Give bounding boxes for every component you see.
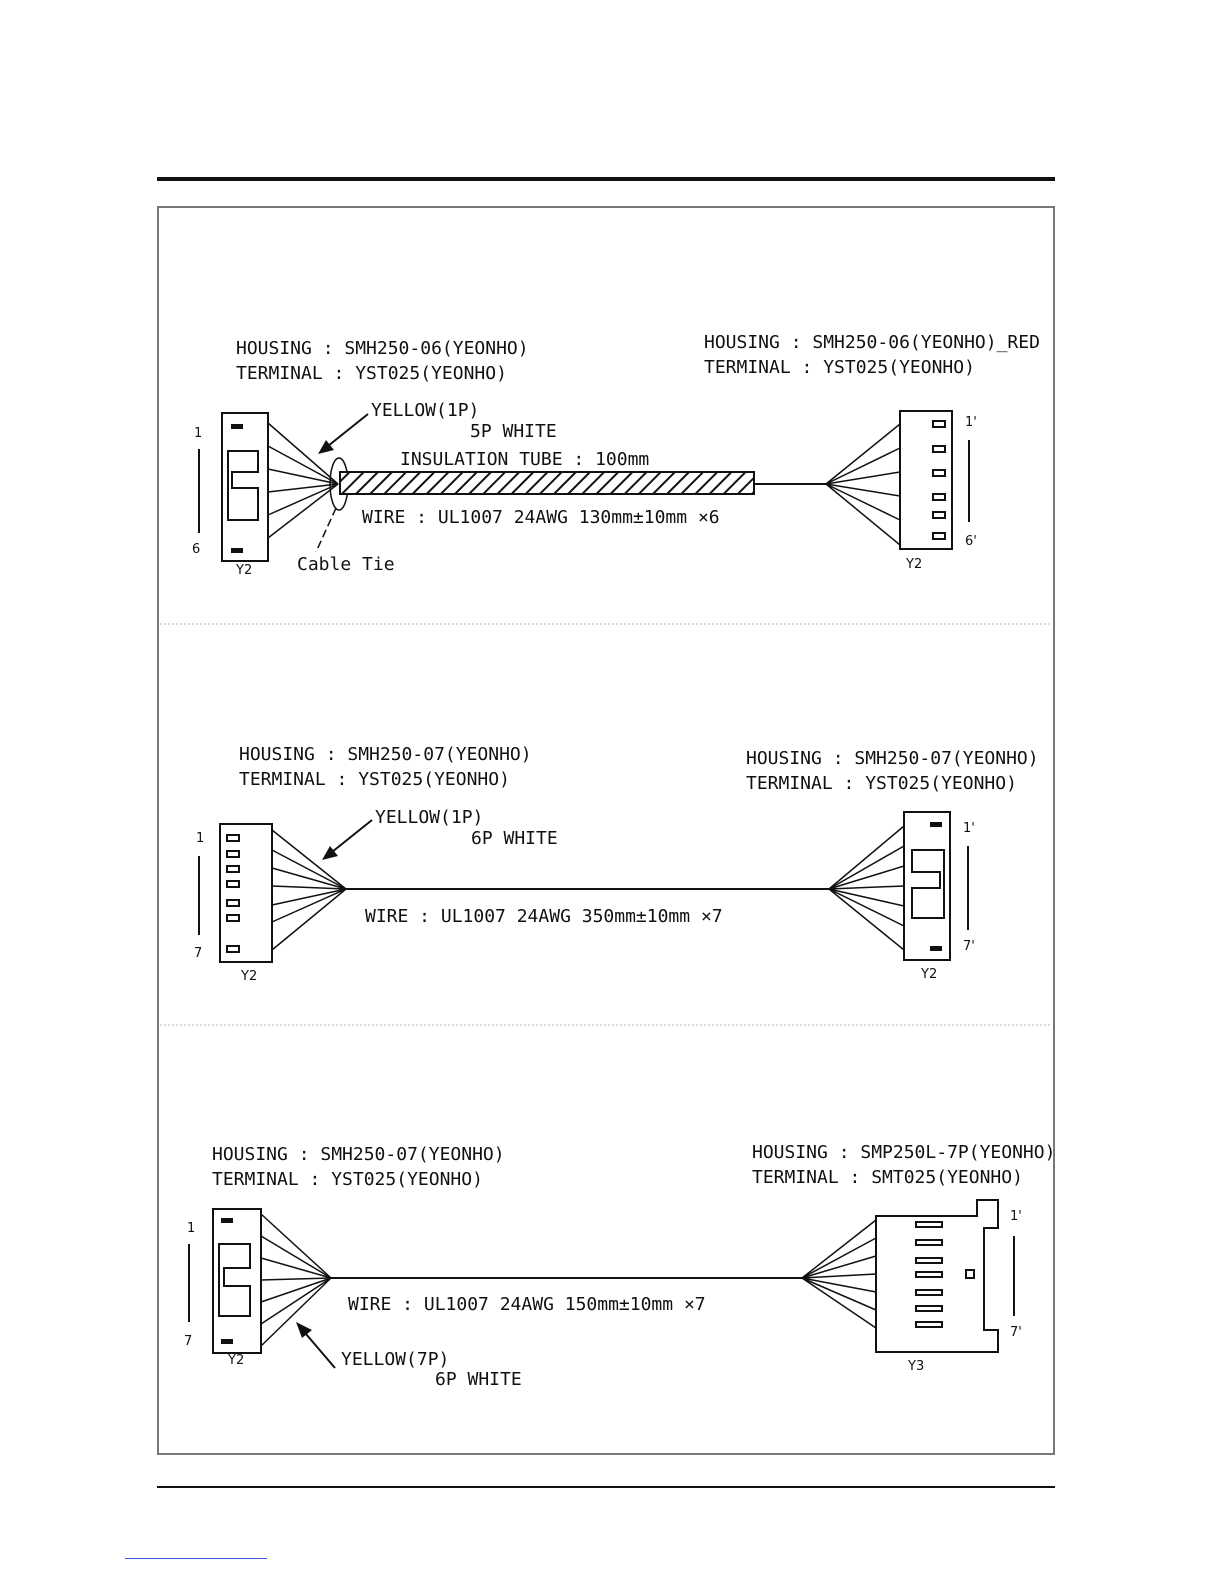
left-connector: [213, 1209, 261, 1353]
right-connector: [900, 411, 952, 549]
wire-spec-label: WIRE : UL1007 24AWG 150mm±10mm ×7: [348, 1294, 706, 1315]
pin-label-top: 1': [965, 415, 977, 430]
footer-link-underline[interactable]: [125, 1558, 267, 1559]
connector-code: Y2: [228, 1353, 245, 1368]
left-terminal-label: TERMINAL : YST025(YEONHO): [236, 363, 507, 384]
insulation-tube: [340, 472, 754, 494]
connector-code: Y3: [908, 1359, 925, 1374]
left-housing-label: HOUSING : SMH250-07(YEONHO): [212, 1144, 505, 1165]
pin-label-bottom: 7: [184, 1334, 193, 1349]
pin-label-bottom: 6': [965, 534, 977, 549]
yellow-wire-label: YELLOW(7P): [341, 1349, 450, 1370]
pin-label-top: 1: [194, 426, 203, 441]
left-wire-fan: [272, 830, 346, 950]
white-wire-label: 6P WHITE: [435, 1369, 522, 1390]
wire-spec-label: WIRE : UL1007 24AWG 350mm±10mm ×7: [365, 906, 723, 927]
pin-label-top: 1': [963, 821, 975, 836]
header-rule: [157, 177, 1055, 181]
arrow-head-icon: [296, 1322, 312, 1338]
right-housing-label: HOUSING : SMH250-06(YEONHO)_RED: [704, 332, 1040, 353]
cable-tie-label: Cable Tie: [297, 554, 395, 575]
right-connector: [876, 1200, 998, 1352]
pin-label-top: 1: [187, 1221, 196, 1236]
cable-tie-leader: [316, 508, 336, 552]
right-terminal-label: TERMINAL : YST025(YEONHO): [704, 357, 975, 378]
right-connector: [904, 812, 950, 960]
right-wire-fan: [826, 424, 900, 545]
yellow-wire-label: YELLOW(1P): [371, 400, 480, 421]
left-housing-label: HOUSING : SMH250-06(YEONHO): [236, 338, 529, 359]
pin-label-top: 1: [196, 831, 205, 846]
harness-section-1: [192, 332, 1040, 578]
connector-code: Y2: [921, 967, 938, 982]
left-housing-label: HOUSING : SMH250-07(YEONHO): [239, 744, 532, 765]
insulation-tube-label: INSULATION TUBE : 100mm: [400, 449, 650, 470]
white-wire-label: 5P WHITE: [470, 421, 557, 442]
left-connector: [222, 413, 268, 561]
yellow-wire-arrow: [332, 820, 372, 852]
pin-label-bottom: 7: [194, 946, 203, 961]
yellow-wire-arrow: [306, 1334, 335, 1368]
right-wire-fan: [829, 826, 904, 950]
right-wire-fan: [802, 1220, 876, 1328]
yellow-wire-arrow: [328, 414, 368, 446]
connector-code: Y2: [906, 557, 923, 572]
connector-code: Y2: [236, 563, 253, 578]
harness-section-2: [194, 744, 1039, 984]
right-terminal-label: TERMINAL : SMT025(YEONHO): [752, 1167, 1023, 1188]
right-housing-label: HOUSING : SMH250-07(YEONHO): [746, 748, 1039, 769]
left-wire-fan: [261, 1214, 331, 1346]
footer-rule: [157, 1486, 1055, 1488]
wire-spec-label: WIRE : UL1007 24AWG 130mm±10mm ×6: [362, 507, 720, 528]
yellow-wire-label: YELLOW(1P): [375, 807, 484, 828]
white-wire-label: 6P WHITE: [471, 828, 558, 849]
left-connector: [220, 824, 272, 962]
harness-section-3: [184, 1142, 1055, 1390]
pin-label-bottom: 7': [1010, 1325, 1022, 1340]
right-housing-label: HOUSING : SMP250L-7P(YEONHO): [752, 1142, 1056, 1163]
connector-code: Y2: [241, 969, 258, 984]
left-terminal-label: TERMINAL : YST025(YEONHO): [212, 1169, 483, 1190]
left-wire-fan: [268, 423, 338, 538]
left-terminal-label: TERMINAL : YST025(YEONHO): [239, 769, 510, 790]
pin-label-top: 1': [1010, 1209, 1022, 1224]
right-terminal-label: TERMINAL : YST025(YEONHO): [746, 773, 1017, 794]
pin-label-bottom: 7': [963, 939, 975, 954]
pin-label-bottom: 6: [192, 542, 201, 557]
